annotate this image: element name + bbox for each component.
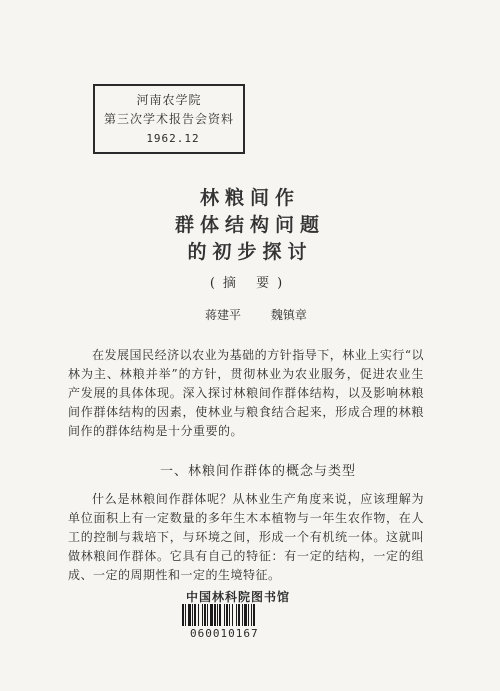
barcode-bar	[182, 604, 184, 626]
barcode-bar	[210, 604, 213, 626]
barcode	[180, 604, 298, 626]
section-heading: 一、林粮间作群体的概念与类型	[160, 464, 357, 479]
barcode-bar	[217, 604, 218, 626]
barcode-bar	[226, 604, 228, 626]
barcode-number: 060010167	[190, 627, 259, 640]
barcode-bar	[198, 604, 199, 626]
barcode-bar	[204, 604, 206, 626]
barcode-bar	[192, 604, 193, 626]
section-paragraph: 什么是林粮间作群体呢？从林业生产角度来说，应该理解为单位面积上有一定数量的多年生木本植物与一年生农作物，在人工的控制与栽培下，与环境之间，形成一个有机统一体。这就叫做林粮间作群体。它具有自己的特征：有一定的结构，一定的组成、一定的周期性和一定的生境特征。	[68, 492, 424, 582]
abstract-label: (摘 要)	[209, 276, 291, 291]
barcode-bar	[224, 604, 225, 626]
intro-paragraph: 在发展国民经济以农业为基础的方针指导下，林业上实行“以林为主、林粮并举”的方针，贯彻林业为农业服务，促进农业生产发展的具体体现。深入探讨林粮间作群体结构，以及影响林粮间作群体结构的因素，使林业与粮食结合起来，形成合理的林粮间作的群体结构是十分重要的。	[68, 348, 424, 438]
barcode-bar	[202, 604, 203, 626]
barcode-bar	[214, 604, 216, 626]
institution-stamp	[93, 84, 245, 154]
author-name: 蒋建平	[205, 308, 242, 322]
author-name: 魏镇章	[270, 308, 307, 322]
library-label: 中国林科院图书馆	[186, 590, 291, 604]
barcode-bar	[229, 604, 230, 626]
barcode-bar	[185, 604, 186, 626]
stamp-institution: 河南农学院	[136, 93, 202, 107]
barcode-bar	[253, 604, 255, 626]
barcode-bar	[188, 604, 191, 626]
authors	[205, 306, 333, 323]
stamp-event: 第三次学术报告会资料	[103, 112, 234, 126]
barcode-bar	[219, 604, 221, 626]
barcode-bar	[242, 604, 243, 626]
barcode-bar	[248, 604, 249, 626]
barcode-bar	[232, 604, 233, 626]
title-line-1: 林粮间作	[199, 187, 300, 209]
barcode-bar	[251, 604, 252, 626]
stamp-date: 1962.12	[146, 132, 200, 145]
barcode-bar	[238, 604, 240, 626]
barcode-bar	[207, 604, 208, 626]
barcode-bar	[236, 604, 237, 626]
title-line-2: 群体结构问题	[174, 214, 325, 236]
title-line-3: 的初步探讨	[187, 241, 313, 263]
barcode-graphic	[180, 604, 298, 626]
barcode-bar	[194, 604, 196, 626]
barcode-bar	[244, 604, 247, 626]
